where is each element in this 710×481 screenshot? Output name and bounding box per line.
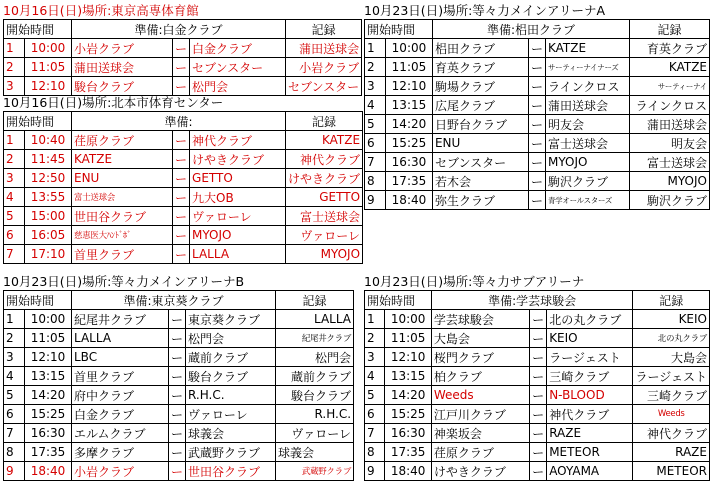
header-prep: 準備:東京葵クラブ xyxy=(72,291,276,310)
vs-dash: ー xyxy=(528,58,545,77)
team-a: LALLA xyxy=(72,329,169,348)
match-no: 2 xyxy=(4,58,25,77)
team-b: 白金クラブ xyxy=(190,39,286,58)
match-time: 16:30 xyxy=(385,424,431,443)
schedule-section-1 xyxy=(3,3,362,96)
team-b: けやきクラブ xyxy=(190,150,286,169)
match-no: 7 xyxy=(4,245,25,264)
match-no: 3 xyxy=(365,348,385,367)
match-time: 16:30 xyxy=(25,424,72,443)
team-a: 小岩クラブ xyxy=(72,39,173,58)
team-b: LALLA xyxy=(190,245,286,264)
team-b: 球義会 xyxy=(186,424,276,443)
team-a: 白金クラブ xyxy=(72,405,169,424)
table-row xyxy=(365,77,710,96)
header-record: 記録 xyxy=(286,20,362,39)
match-time: 15:25 xyxy=(385,405,431,424)
recorder: 駒沢クラブ xyxy=(629,191,709,210)
team-a: 蒲田送球会 xyxy=(72,58,173,77)
vs-dash: ー xyxy=(173,169,190,188)
team-a: 大島会 xyxy=(431,329,529,348)
match-time: 11:45 xyxy=(25,150,72,169)
team-b: 九大OB xyxy=(190,188,286,207)
match-no: 6 xyxy=(4,405,25,424)
match-no: 4 xyxy=(365,367,385,386)
match-no: 4 xyxy=(365,96,386,115)
table-row xyxy=(4,443,354,462)
vs-dash: ー xyxy=(528,191,545,210)
team-a: 世田谷クラブ xyxy=(72,207,173,226)
match-no: 9 xyxy=(365,462,385,481)
recorder: 蒲田送球会 xyxy=(629,115,709,134)
recorder: 駿台クラブ xyxy=(276,386,354,405)
vs-dash: ー xyxy=(173,188,190,207)
vs-dash: ー xyxy=(528,134,545,153)
team-a: エルムクラブ xyxy=(72,424,169,443)
team-b: 三崎クラブ xyxy=(547,367,633,386)
team-b: 富士送球会 xyxy=(545,134,629,153)
team-a: LBC xyxy=(72,348,169,367)
table-row xyxy=(365,405,710,424)
team-a: 若木会 xyxy=(432,172,528,191)
recorder: R.H.C. xyxy=(276,405,354,424)
match-no: 7 xyxy=(365,153,386,172)
schedule-section-4 xyxy=(3,274,354,481)
recorder: KEIO xyxy=(633,310,710,329)
header-start-time: 開始時間 xyxy=(4,20,72,39)
recorder: 蒲田送球会 xyxy=(286,39,362,58)
recorder: ヴァローレ xyxy=(286,226,363,245)
match-time: 13:15 xyxy=(25,367,72,386)
match-time: 13:55 xyxy=(25,188,72,207)
vs-dash: ー xyxy=(169,348,186,367)
match-time: 14:20 xyxy=(25,386,72,405)
match-time: 12:10 xyxy=(385,77,432,96)
recorder: GETTO xyxy=(286,188,363,207)
match-no: 2 xyxy=(365,329,385,348)
match-time: 15:00 xyxy=(25,207,72,226)
team-a: 紀尾井クラブ xyxy=(72,310,169,329)
recorder: セブンスター xyxy=(286,77,362,96)
vs-dash: ー xyxy=(169,310,186,329)
vs-dash: ー xyxy=(530,310,547,329)
vs-dash: ー xyxy=(530,329,547,348)
section-title: 10月23日(日)場所:等々力メインアリーナB xyxy=(3,274,245,289)
match-no: 5 xyxy=(4,386,25,405)
vs-dash: ー xyxy=(530,367,547,386)
match-time: 13:15 xyxy=(385,96,432,115)
team-b: KEIO xyxy=(547,329,633,348)
table-row xyxy=(365,96,710,115)
match-no: 6 xyxy=(4,226,25,245)
team-a: 学芸球駿会 xyxy=(431,310,529,329)
match-no: 2 xyxy=(365,58,386,77)
team-b: 武蔵野クラブ xyxy=(186,443,276,462)
team-b: セブンスター xyxy=(190,58,286,77)
recorder: 育英クラブ xyxy=(629,39,709,58)
section-title: 10月16日(日)場所:北本市体育センター xyxy=(3,95,224,110)
vs-dash: ー xyxy=(169,462,186,481)
vs-dash: ー xyxy=(528,115,545,134)
team-a: 桜門クラブ xyxy=(431,348,529,367)
team-a: 慈恵医大ﾊﾝﾄﾞﾎﾞ xyxy=(72,226,173,245)
schedule-table xyxy=(3,19,362,96)
team-b: 神代クラブ xyxy=(547,405,633,424)
recorder: ラインクロス xyxy=(629,96,709,115)
table-row xyxy=(365,348,710,367)
recorder: 神代クラブ xyxy=(633,424,710,443)
table-row xyxy=(365,329,710,348)
team-a: 富士送球会 xyxy=(72,188,173,207)
team-b: 北の丸クラブ xyxy=(547,310,633,329)
match-time: 17:35 xyxy=(385,172,432,191)
recorder: MYOJO xyxy=(286,245,363,264)
recorder: 紀尾井クラブ xyxy=(276,329,354,348)
recorder: 明友会 xyxy=(629,134,709,153)
team-b: 松門会 xyxy=(186,329,276,348)
recorder: 蔵前クラブ xyxy=(276,367,354,386)
vs-dash: ー xyxy=(530,443,547,462)
recorder: 球義会 xyxy=(276,443,354,462)
match-time: 13:15 xyxy=(385,367,431,386)
recorder: けやきクラブ xyxy=(286,169,363,188)
team-a: 首里クラブ xyxy=(72,367,169,386)
team-a: Weeds xyxy=(431,386,529,405)
team-b: 蔵前クラブ xyxy=(186,348,276,367)
recorder: 三崎クラブ xyxy=(633,386,710,405)
match-no: 4 xyxy=(4,367,25,386)
recorder: MYOJO xyxy=(629,172,709,191)
table-row xyxy=(4,405,354,424)
team-a: 日野台クラブ xyxy=(432,115,528,134)
team-a: 梠田クラブ xyxy=(432,39,528,58)
team-b: KATZE xyxy=(545,39,629,58)
header-start-time: 開始時間 xyxy=(4,112,72,131)
header-prep: 準備:梠田クラブ xyxy=(432,20,629,39)
table-row xyxy=(4,131,363,150)
table-row xyxy=(365,39,710,58)
vs-dash: ー xyxy=(169,329,186,348)
team-a: 広尾クラブ xyxy=(432,96,528,115)
match-time: 17:35 xyxy=(25,443,72,462)
recorder: 松門会 xyxy=(276,348,354,367)
match-no: 8 xyxy=(365,443,385,462)
vs-dash: ー xyxy=(530,348,547,367)
team-a: 江戸川クラブ xyxy=(431,405,529,424)
match-time: 10:00 xyxy=(385,310,431,329)
table-row xyxy=(365,367,710,386)
table-header xyxy=(365,291,710,310)
match-no: 1 xyxy=(4,39,25,58)
header-record: 記録 xyxy=(629,20,709,39)
table-row xyxy=(365,172,710,191)
header-prep: 準備:白金クラブ xyxy=(72,20,286,39)
team-b: 駒沢クラブ xyxy=(545,172,629,191)
vs-dash: ー xyxy=(528,96,545,115)
team-a: KATZE xyxy=(72,150,173,169)
match-no: 7 xyxy=(4,424,25,443)
table-row xyxy=(365,191,710,210)
team-b: ラージェスト xyxy=(547,348,633,367)
team-b: R.H.C. xyxy=(186,386,276,405)
match-no: 1 xyxy=(4,310,25,329)
match-no: 2 xyxy=(4,329,25,348)
vs-dash: ー xyxy=(528,39,545,58)
team-a: 首里クラブ xyxy=(72,245,173,264)
match-time: 10:00 xyxy=(25,39,72,58)
header-start-time: 開始時間 xyxy=(4,291,72,310)
table-row xyxy=(4,329,354,348)
match-time: 14:20 xyxy=(385,386,431,405)
team-a: 神楽坂会 xyxy=(431,424,529,443)
team-b: RAZE xyxy=(547,424,633,443)
team-a: 小岩クラブ xyxy=(72,462,169,481)
header-start-time: 開始時間 xyxy=(365,291,432,310)
match-time: 12:10 xyxy=(385,348,431,367)
table-row xyxy=(4,207,363,226)
schedule-table xyxy=(3,290,354,481)
match-time: 12:50 xyxy=(25,169,72,188)
team-a: 育英クラブ xyxy=(432,58,528,77)
vs-dash: ー xyxy=(173,39,190,58)
table-header xyxy=(4,291,354,310)
team-a: ENU xyxy=(432,134,528,153)
match-no: 8 xyxy=(365,172,386,191)
match-time: 10:40 xyxy=(25,131,72,150)
team-b: サーティーナイナーズ xyxy=(545,58,629,77)
team-a: 府中クラブ xyxy=(72,386,169,405)
team-b: N-BLOOD xyxy=(547,386,633,405)
recorder: 武蔵野クラブ xyxy=(276,462,354,481)
match-no: 1 xyxy=(365,310,385,329)
vs-dash: ー xyxy=(530,424,547,443)
table-header xyxy=(4,112,363,131)
match-no: 5 xyxy=(4,207,25,226)
team-a: けやきクラブ xyxy=(431,462,529,481)
match-time: 15:25 xyxy=(25,405,72,424)
table-row xyxy=(4,226,363,245)
table-row xyxy=(4,169,363,188)
vs-dash: ー xyxy=(169,405,186,424)
table-row xyxy=(4,462,354,481)
team-b: GETTO xyxy=(190,169,286,188)
vs-dash: ー xyxy=(528,172,545,191)
team-b: 東京葵クラブ xyxy=(186,310,276,329)
table-row xyxy=(365,386,710,405)
team-b: 明友会 xyxy=(545,115,629,134)
table-row xyxy=(4,367,354,386)
match-time: 18:40 xyxy=(25,462,72,481)
header-prep: 準備: xyxy=(72,112,286,131)
vs-dash: ー xyxy=(173,131,190,150)
recorder: 大島会 xyxy=(633,348,710,367)
team-b: AOYAMA xyxy=(547,462,633,481)
schedule-section-2 xyxy=(3,95,363,264)
vs-dash: ー xyxy=(530,462,547,481)
vs-dash: ー xyxy=(169,424,186,443)
table-row xyxy=(365,153,710,172)
header-record: 記録 xyxy=(633,291,710,310)
team-b: 神代クラブ xyxy=(190,131,286,150)
match-no: 3 xyxy=(4,348,25,367)
team-a: 駒場クラブ xyxy=(432,77,528,96)
team-a: ENU xyxy=(72,169,173,188)
team-a: 多摩クラブ xyxy=(72,443,169,462)
team-a: 柏クラブ xyxy=(431,367,529,386)
table-row xyxy=(4,39,362,58)
team-a: 荏原クラブ xyxy=(431,443,529,462)
table-row xyxy=(365,115,710,134)
table-row xyxy=(4,188,363,207)
match-time: 11:05 xyxy=(25,329,72,348)
table-row xyxy=(365,424,710,443)
match-time: 11:05 xyxy=(25,58,72,77)
schedule-table xyxy=(3,111,363,264)
match-time: 12:10 xyxy=(25,77,72,96)
match-time: 18:40 xyxy=(385,191,432,210)
match-no: 6 xyxy=(365,134,386,153)
section-title: 10月23日(日)場所:等々力メインアリーナA xyxy=(364,3,606,18)
team-b: ヴァローレ xyxy=(190,207,286,226)
team-b: MYOJO xyxy=(545,153,629,172)
vs-dash: ー xyxy=(173,226,190,245)
table-row xyxy=(365,58,710,77)
vs-dash: ー xyxy=(173,207,190,226)
table-row xyxy=(4,150,363,169)
match-no: 3 xyxy=(365,77,386,96)
match-no: 8 xyxy=(4,443,25,462)
vs-dash: ー xyxy=(169,386,186,405)
vs-dash: ー xyxy=(530,386,547,405)
vs-dash: ー xyxy=(169,443,186,462)
recorder: サーティーナイ xyxy=(629,77,709,96)
team-b: 世田谷クラブ xyxy=(186,462,276,481)
team-b: MYOJO xyxy=(190,226,286,245)
team-a: 駿台クラブ xyxy=(72,77,173,96)
table-header xyxy=(365,20,710,39)
match-no: 3 xyxy=(4,169,25,188)
table-header xyxy=(4,20,362,39)
team-b: 松門会 xyxy=(190,77,286,96)
match-time: 10:00 xyxy=(25,310,72,329)
vs-dash: ー xyxy=(173,77,190,96)
recorder: 富士送球会 xyxy=(286,207,363,226)
team-b: 青学オールスターズ xyxy=(545,191,629,210)
team-b: METEOR xyxy=(547,443,633,462)
table-row xyxy=(4,386,354,405)
header-prep: 準備:学芸球駿会 xyxy=(431,291,633,310)
vs-dash: ー xyxy=(173,245,190,264)
team-b: 駿台クラブ xyxy=(186,367,276,386)
team-b: ラインクロス xyxy=(545,77,629,96)
match-no: 9 xyxy=(365,191,386,210)
recorder: 富士送球会 xyxy=(629,153,709,172)
vs-dash: ー xyxy=(173,58,190,77)
recorder: 小岩クラブ xyxy=(286,58,362,77)
table-row xyxy=(365,310,710,329)
match-time: 11:05 xyxy=(385,329,431,348)
header-start-time: 開始時間 xyxy=(365,20,433,39)
match-no: 4 xyxy=(4,188,25,207)
schedule-section-5 xyxy=(364,274,710,481)
team-a: セブンスター xyxy=(432,153,528,172)
table-row xyxy=(365,443,710,462)
match-no: 1 xyxy=(4,131,25,150)
match-no: 2 xyxy=(4,150,25,169)
match-time: 12:10 xyxy=(25,348,72,367)
match-time: 14:20 xyxy=(385,115,432,134)
match-time: 18:40 xyxy=(385,462,431,481)
match-time: 16:30 xyxy=(385,153,432,172)
table-row xyxy=(4,310,354,329)
recorder: LALLA xyxy=(276,310,354,329)
match-time: 17:10 xyxy=(25,245,72,264)
section-title: 10月23日(日)場所:等々力サブアリーナ xyxy=(364,274,585,289)
vs-dash: ー xyxy=(173,150,190,169)
team-b: 蒲田送球会 xyxy=(545,96,629,115)
vs-dash: ー xyxy=(528,77,545,96)
match-no: 6 xyxy=(365,405,385,424)
recorder: 北の丸クラブ xyxy=(633,329,710,348)
team-a: 荏原クラブ xyxy=(72,131,173,150)
schedule-table xyxy=(364,290,710,481)
table-row xyxy=(365,134,710,153)
team-a: 弥生クラブ xyxy=(432,191,528,210)
match-no: 5 xyxy=(365,386,385,405)
recorder: ラージェスト xyxy=(633,367,710,386)
recorder: 神代クラブ xyxy=(286,150,363,169)
match-no: 3 xyxy=(4,77,25,96)
header-record: 記録 xyxy=(276,291,354,310)
table-row xyxy=(4,77,362,96)
schedule-section-3 xyxy=(364,3,710,210)
recorder: Weeds xyxy=(633,405,710,424)
match-no: 7 xyxy=(365,424,385,443)
match-no: 9 xyxy=(4,462,25,481)
recorder: METEOR xyxy=(633,462,710,481)
table-row xyxy=(4,348,354,367)
vs-dash: ー xyxy=(530,405,547,424)
table-row xyxy=(4,58,362,77)
match-time: 10:00 xyxy=(385,39,432,58)
team-b: ヴァローレ xyxy=(186,405,276,424)
recorder: KATZE xyxy=(629,58,709,77)
header-record: 記録 xyxy=(286,112,363,131)
recorder: KATZE xyxy=(286,131,363,150)
table-row xyxy=(4,245,363,264)
vs-dash: ー xyxy=(528,153,545,172)
recorder: ヴァローレ xyxy=(276,424,354,443)
vs-dash: ー xyxy=(169,367,186,386)
schedule-table xyxy=(364,19,710,210)
match-no: 1 xyxy=(365,39,386,58)
recorder: RAZE xyxy=(633,443,710,462)
match-time: 15:25 xyxy=(385,134,432,153)
match-time: 17:35 xyxy=(385,443,431,462)
table-row xyxy=(4,424,354,443)
match-no: 5 xyxy=(365,115,386,134)
section-title: 10月16日(日)場所:東京高専体育館 xyxy=(3,3,199,18)
match-time: 16:05 xyxy=(25,226,72,245)
table-row xyxy=(365,462,710,481)
match-time: 11:05 xyxy=(385,58,432,77)
